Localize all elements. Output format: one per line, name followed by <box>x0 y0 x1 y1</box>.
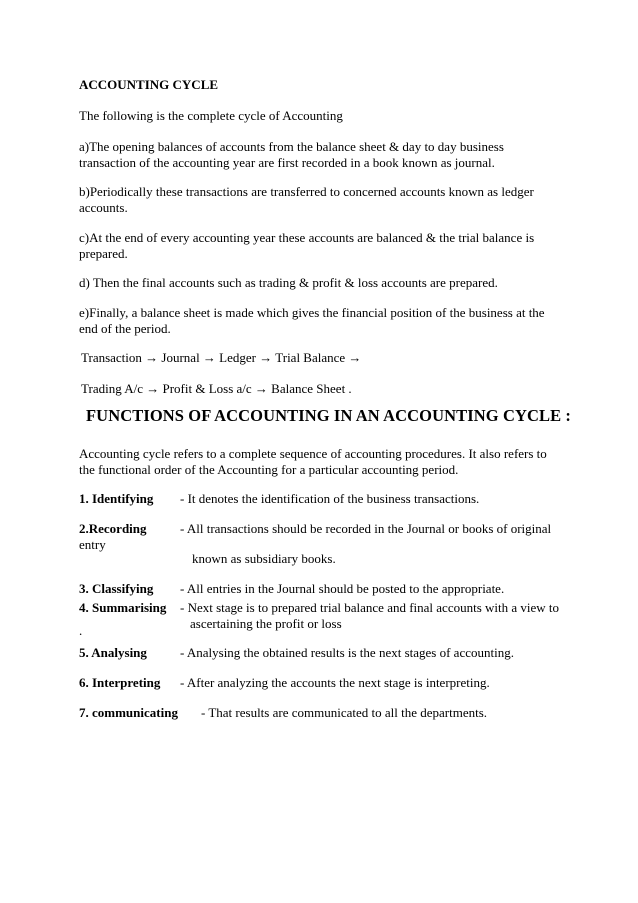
function-label-identifying: 1. Identifying <box>79 491 154 506</box>
function-desc-identifying: - It denotes the identification of the business transactions. <box>180 491 480 506</box>
function-label-interpreting: 6. Interpreting <box>79 675 161 690</box>
flow-line-2: Trading A/c → Profit & Loss a/c → Balance Sheet . <box>81 381 352 396</box>
function-desc-analysing: - Analysing the obtained results is the next stages of accounting. <box>180 645 514 660</box>
function-label-communicating: 7. communicating <box>79 705 178 720</box>
step-b-line-1: b)Periodically these transactions are transferred to concerned accounts known as ledger <box>79 184 534 199</box>
function-desc-recording-2: known as subsidiary books. <box>192 551 336 566</box>
step-a-line-2: transaction of the accounting year are first recorded in a book known as journal. <box>79 155 495 170</box>
step-c-line-1: c)At the end of every accounting year these accounts are balanced & the trial balance is <box>79 230 535 245</box>
function-label-analysing: 5. Analysing <box>79 645 147 660</box>
function-desc-recording-1: - All transactions should be recorded in the Journal or books of original <box>180 521 552 536</box>
step-c-line-2: prepared. <box>79 246 128 261</box>
function-label-summarising-dot: . <box>79 623 83 638</box>
functions-intro-line-2: the functional order of the Accounting for a particular accounting period. <box>79 462 459 477</box>
function-desc-summarising-2: ascertaining the profit or loss <box>190 616 342 631</box>
function-label-summarising: 4. Summarising <box>79 600 167 615</box>
function-label-classifying: 3. Classifying <box>79 581 154 596</box>
function-label-recording-entry: entry <box>79 537 106 552</box>
step-e-line-2: end of the period. <box>79 321 171 336</box>
step-b-line-2: accounts. <box>79 200 128 215</box>
functions-intro-line-1: Accounting cycle refers to a complete sequence of accounting procedures. It also refers to <box>79 446 547 461</box>
step-d-line-1: d) Then the final accounts such as trading & profit & loss accounts are prepared. <box>79 275 498 290</box>
document-title: ACCOUNTING CYCLE <box>79 77 219 92</box>
step-a-line-1: a)The opening balances of accounts from the balance sheet & day to day business <box>79 139 504 154</box>
function-desc-interpreting: - After analyzing the accounts the next stage is interpreting. <box>180 675 490 690</box>
functions-heading: FUNCTIONS OF ACCOUNTING IN AN ACCOUNTING CYCLE : <box>86 406 572 425</box>
flow-line-1: Transaction → Journal → Ledger → Trial Balance → <box>81 350 362 365</box>
intro-text: The following is the complete cycle of Accounting <box>79 108 343 123</box>
step-e-line-1: e)Finally, a balance sheet is made which gives the financial position of the business at the <box>79 305 545 320</box>
function-desc-summarising-1: - Next stage is to prepared trial balance and final accounts with a view to <box>180 600 560 615</box>
function-label-recording: 2.Recording <box>79 521 147 536</box>
function-desc-communicating: - That results are communicated to all the departments. <box>201 705 488 720</box>
function-desc-classifying: - All entries in the Journal should be posted to the appropriate. <box>180 581 505 596</box>
